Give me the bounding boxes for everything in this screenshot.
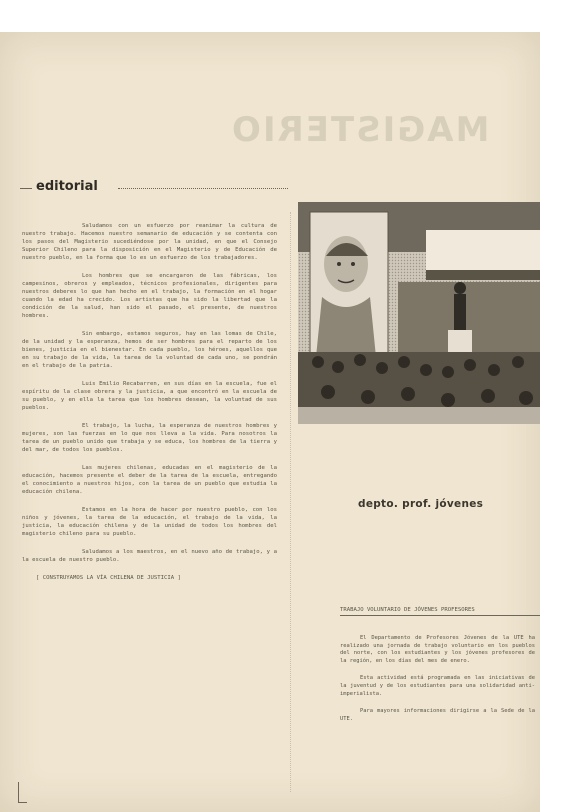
department-column: [340, 635, 535, 733]
department-article-header: TRABAJO VOLUNTARIO DE JÓVENES PROFESORES: [340, 607, 540, 616]
halftone-photo: [298, 202, 540, 424]
title-lead-rule: [20, 188, 32, 189]
department-paragraph: Esta actividad está programada en las iniciativas de la juventud y de los estudiantes para una solidaridad anti-imperialista.: [340, 675, 535, 697]
margin-bracket: [18, 782, 27, 803]
masthead-show-through: MAGISTERIO: [230, 110, 490, 150]
editorial-paragraph: Luis Emilio Recabarren, en sus días en la escuela, fue el espíritu de la clase obrera y la justicia, a que encontró en la escuela de su pueblo, y en ella la tarea que los hombres desean, la voluntad de sus pueblos.: [22, 381, 277, 411]
editorial-paragraph: Saludamos con un esfuerzo por reanimar la cultura de nuestro trabajo. Hacemos nuestro semanario de educación y se contenta con los pasos del Magisterio sucediéndose por la unidad, en que el Consejo Superior Chileno para la disposición en el Magisterio y de Educación de nuestro pueblo, en la forma que lo es un esfuerzo de los trabajadores.: [22, 223, 277, 261]
department-title: depto. prof. jóvenes: [358, 498, 484, 510]
editorial-paragraph: Los hombres que se encargaron de las fábricas, los campesinos, obreros y empleados, técnicos profesionales, dirigentes para nuestros deberes lo que han hecho en el trabajo, la formación en el hogar cuando la edad ha crecido. Los artistas que ha sido la libertad que la condición de la salud, han sido el pasado, el presente, de nuestros hombres.: [22, 273, 277, 319]
editorial-paragraph: Saludamos a los maestros, en el nuevo año de trabajo, y a la escuela de nuestro pueblo.: [22, 549, 277, 563]
department-paragraph: El Departamento de Profesores Jóvenes de la UTE ha realizado una jornada de trabajo voluntario en los pueblos del norte, con los estudiantes y los jóvenes profesores de la región, en los días del mes de enero.: [340, 635, 535, 664]
editorial-signoff: [ CONSTRUYAMOS LA VÍA CHILENA DE JUSTICIA ]: [36, 575, 181, 581]
editorial-paragraph: Sin embargo, estamos seguros, hay en las lomas de Chile, de la unidad y la esperanza, hemos de ser hombres para el reparto de los bienes, justicia en el bienestar. En cada pueblo, los héroes, aquellos que en su trabajo de la vida, la tarea de la voluntad de cada uno, se pondrán en el trabajo de la patria.: [22, 331, 277, 369]
photo-artwork: [298, 202, 540, 424]
editorial-column: [22, 222, 277, 582]
column-divider: [290, 212, 291, 792]
department-paragraph: Para mayores informaciones dirigirse a la Sede de la UTE.: [340, 708, 535, 722]
newspaper-page: [0, 32, 540, 812]
editorial-paragraph: Las mujeres chilenas, educadas en el magisterio de la educación, hacemos presente el deber de la tarea de la escuela, entregando el conocimiento a nuestros hijos, con la tarea de un pueblo que estudia la educación chilena.: [22, 465, 277, 495]
title-dotted-rule: [118, 188, 288, 189]
editorial-title: editorial: [36, 179, 98, 194]
editorial-paragraph: El trabajo, la lucha, la esperanza de nuestros hombres y mujeres, son las fuerzas en lo que nos lleva a la vida. Para nosotros la tarea de un pueblo unido que trabaja y se educa, los hombres de la tierra y del mar, de todos los pueblos.: [22, 423, 277, 453]
editorial-paragraph: Estamos en la hora de hacer por nuestro pueblo, con los niños y jóvenes, la tarea de la educación, el trabajo de la vida, la justicia, la educación chilena y de la unidad de todos los hombres del magisterio chileno para su pueblo.: [22, 507, 277, 537]
